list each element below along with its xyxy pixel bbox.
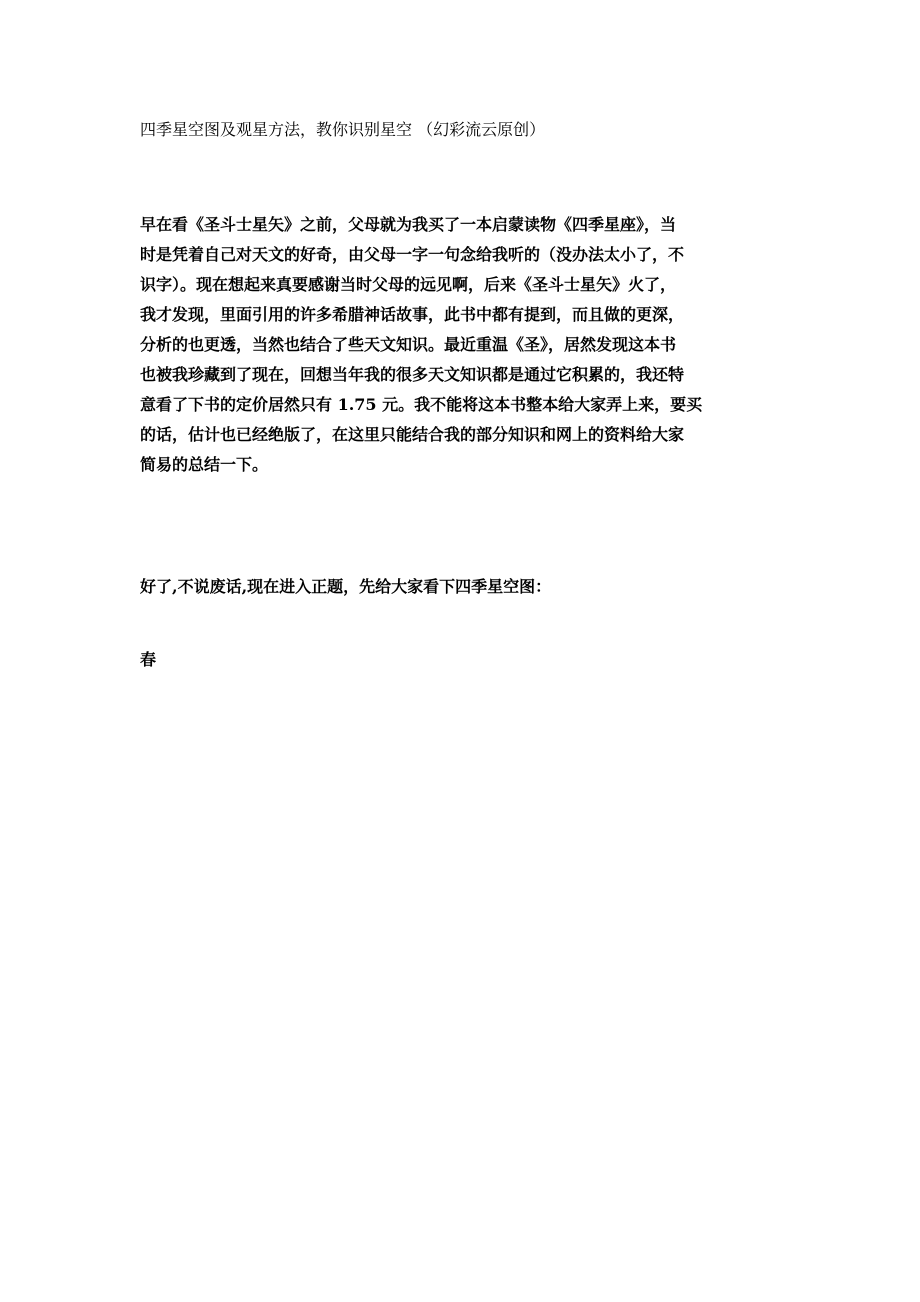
intro-line: 简易的总结一下。 <box>140 455 269 474</box>
intro-line: 早在看《圣斗士星矢》之前，父母就为我买了一本启蒙读物《四季星座》，当 <box>140 215 677 234</box>
intro-line: 识字）。现在想起来真要感谢当时父母的远见啊，后来《圣斗士星矢》火了， <box>140 275 677 294</box>
intro-line: 我才发现，里面引用的许多希腊神话故事，此书中都有提到，而且做的更深， <box>140 305 685 324</box>
intro-line: 意看了下书的定价居然只有 1.75 元。我不能将这本书整本给大家弄上来，要买 <box>140 395 703 414</box>
intro-paragraph <box>140 210 785 480</box>
intro-line: 的话，估计也已经绝版了，在这里只能结合我的部分知识和网上的资料给大家 <box>140 425 685 444</box>
season-heading-spring: 春 <box>140 650 157 669</box>
intro-line: 也被我珍藏到了现在，回想当年我的很多天文知识都是通过它积累的，我还特 <box>140 365 685 384</box>
document-title: 四季星空图及观星方法，教你识别星空 （幻彩流云原创） <box>140 120 546 139</box>
transition-sentence: 好了,不说废话,现在进入正题，先给大家看下四季星空图： <box>140 577 552 596</box>
intro-line: 时是凭着自己对天文的好奇，由父母一字一句念给我听的（没办法太小了，不 <box>140 245 685 264</box>
intro-line: 分析的也更透，当然也结合了些天文知识。最近重温《圣》，居然发现这本书 <box>140 335 677 354</box>
